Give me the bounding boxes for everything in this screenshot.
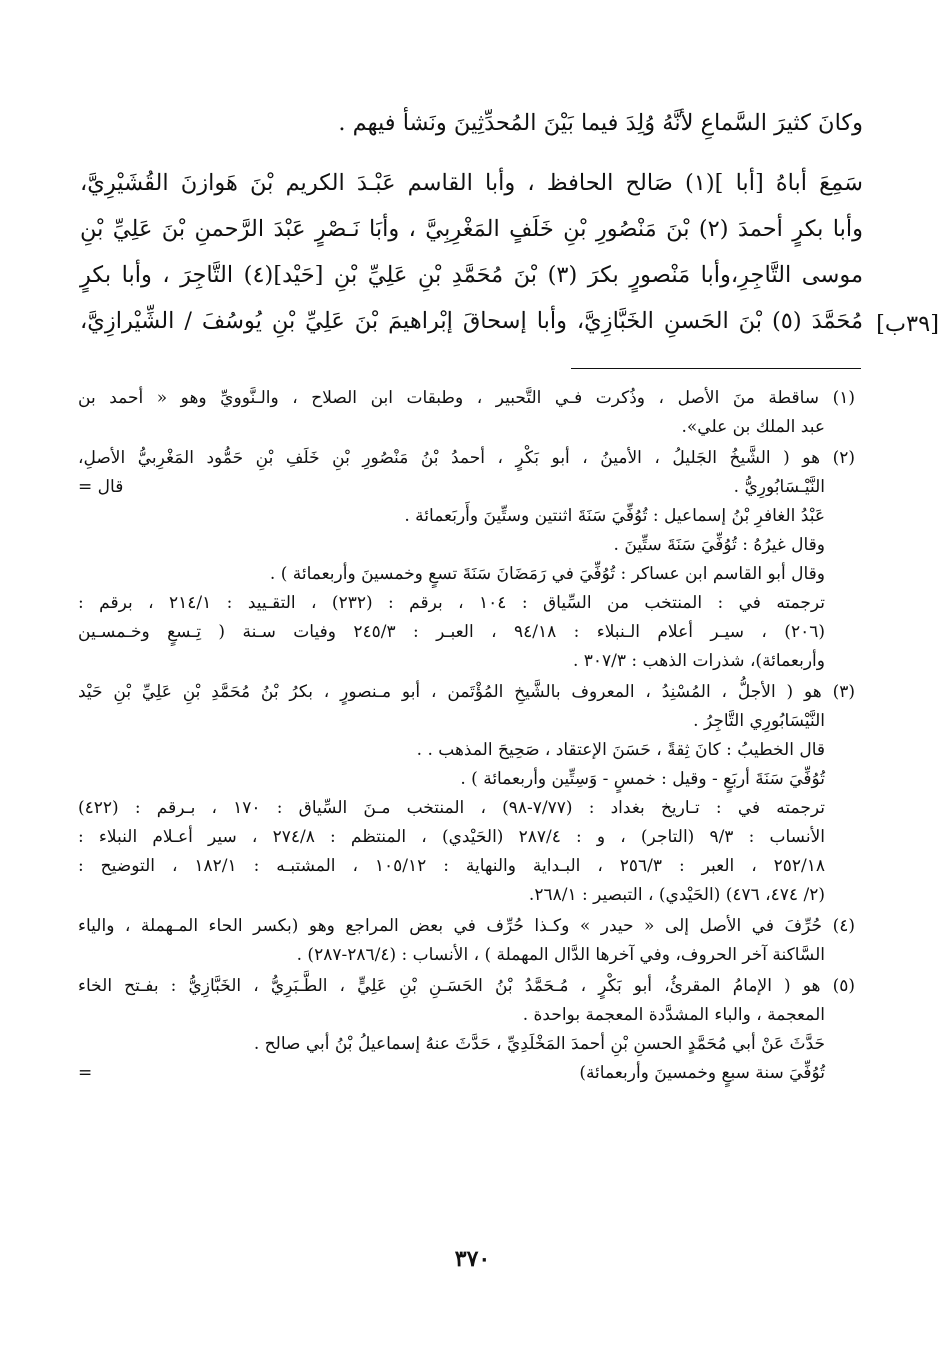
page-number: ٣٧٠ <box>454 1246 491 1272</box>
footnote-4 <box>78 912 855 970</box>
footnote-line: عَبْدُ الغافرِ بْنُ إسماعيل : تُوُفِّيَ سَنَةَ اثنتين وستِّينَ وأَربَعمائة . <box>404 506 825 526</box>
main-text-line: مُحَمَّدَ (٥) بْنَ الحَسنِ الخَبَّازِيَّ، وأبا إسحاقَ إبْراهيمَ بْنَ عَلِيِّ بْنِ يُوسُفَ / الشِّيْرازِيَّ، <box>80 308 863 334</box>
footnote-line: (٢) هو ( الشَّيخُ الجَليلُ ، الأمينُ ، أبو بَكْرٍ ، أحمدُ بْنُ مَنْصُورِ بْنِ خَلَفِ بْنِ حَمُّود المَغْرِبيُّ الأصلِ، <box>78 448 855 468</box>
footnote-line: (٣) هو ( الأجلُّ ، المُسْنِدُ ، المعروف بالشَّيخِ المُؤْتَمن ، أبو مـنصورٍ ، بكرُ بْنُ مُحَمَّدِ بْنِ عَلِيِّ بْنِ حَيْد <box>78 682 855 702</box>
footnote-line: ترجمته في : تـاريخ بغداد : (٧/٧٧-٩٨) ، المنتخب مـنَ السِّياق : ١٧٠ ، بـرقم : (٤٢٢) <box>78 798 825 818</box>
footnote-line: وأربعمائة)، شذرات الذهب : ٣٠٧/٣ . <box>572 651 825 671</box>
footnote-line: (١) ساقطة منَ الأصل ، وذُكرت فـي التَّحبير ، وطبقات ابن الصلاح ، والـنَّوويِّ وهو « أحمد بن <box>78 388 855 408</box>
manuscript-folio-reference: [٣٩ب] <box>876 311 939 337</box>
footnote-line: تُوُفِّيَ سَنَةَ أربَعٍ - وقيل : خمسٍ - وَسِتِّين وأربعمائة ) . <box>460 769 825 789</box>
footnote-line: النَّيْـسَابُورِيُّ . <box>733 477 825 497</box>
footnote-line: وقال أبو القاسم ابن عساكر : تُوُفِّيَ في رَمَضَانَ سَنَةَ تسعٍ وخمسينَ وأربعمائة ) . <box>269 564 825 584</box>
footnote-separator <box>571 368 861 369</box>
continuation-mark: = <box>78 1063 93 1083</box>
main-text-line: موسى التَّاجِرِ،وأبا مَنْصورٍ بكرَ (٣) بْنَ مُحَمَّدِ بْنِ عَلِيِّ بْنِ [حَيْد](٤) التَّاجِرَ ، وأبا بكرٍ <box>80 262 864 288</box>
footnote-line: (٢/ ٤٧٤، ٤٧٦) (الحَيْدي) ، التبصير : ٢٦٨/١. <box>528 885 825 905</box>
main-text-line: سَمِعَ أباهُ [أبا ](١) صَالح الحافظ ، وأبا القاسم عَبْـدَ الكريم بْنَ هَوازنَ القُشَيْرِيَّ، <box>80 170 863 196</box>
footnote-line: تُوُفِّيَ سنة سبعٍ وخمسينَ وأربعمائة) <box>579 1063 825 1083</box>
footnote-line: المعجمة ، والباء المشدَّدة المعجمة بواحدة . <box>522 1005 825 1025</box>
main-text-line: وأبا بكرٍ أحمدَ (٢) بْنَ مَنْصُورِ بْنِ خَلَفٍ المَغْرِبِيَّ ، وأبَا نَـصْرٍ عَبْدَ الرَّحمنِ بْنَ عَلِيِّ بْنِ <box>80 216 863 242</box>
footnote-line: (٥) هو ( الإمامُ المقرئُ، أبو بَكْرٍ ، مُـحَمَّدُ بْنُ الحَسَـنِ بْنِ عَلِيٍّ ، الطَّـبَرِيُّ ، الخَبَّازِيُّ : بفـتح الخاء <box>78 976 855 996</box>
footnote-line: وقال غيرُهُ : تُوُفِّيَ سَنَةَ ستِّينَ . <box>613 535 825 555</box>
footnote-3 <box>78 678 855 910</box>
footnote-5 <box>78 972 855 1088</box>
footnote-line: (٢٠٦) ، سيـر أعلام الـنبلاء : ٩٤/١٨ ، العبـر : ٢٤٥/٣ وفيات سـنة ( تِـسعٍ وخـمسـين <box>78 622 825 642</box>
footnotes-block <box>78 384 855 1088</box>
footnote-line: (٤) حُرِّفَ في الأصل إلى « حيدر » وكـذا حُرِّف في بعض المراجع وهو (بكسر الحاء المـهملة ، والياء <box>78 916 855 936</box>
main-text-block <box>80 100 863 344</box>
footnote-line: حَدَّثَ عَنْ أبي مُحَمَّدٍ الحسنِ بْنِ أحمدَ المَخْلَدِيِّ ، حَدَّثَ عنهُ إسماعيلُ بْنُ أبي صالح . <box>253 1034 825 1054</box>
footnote-line: عبد الملك بن علي». <box>681 417 825 437</box>
footnote-1 <box>78 384 855 442</box>
footnote-line: السَّاكنة آخر الحروف، وفي آخرها الدَّال المهملة ) ، الأنساب : (٢٨٦/٤-٢٨٧) . <box>296 945 825 965</box>
footnote-2 <box>78 444 855 676</box>
footnote-line: الأنساب : ٩/٣ (التاجر) ، و : ٢٨٧/٤ (الحَيْدي) ، المنتظم : ٢٧٤/٨ ، سير أعـلام النبلاء : <box>78 827 825 847</box>
main-text-line: وكانَ كثيرَ السَّماعِ لأنَّهُ وُلِدَ فيما بَيْنَ المُحدِّثِينَ ونَشأ فيهم . <box>338 110 863 136</box>
footnote-line: النَّيْسَابُورِي التَّاجِرُ . <box>693 711 825 731</box>
footnote-line: قال الخطيبُ : كانَ ثِقةً ، حَسَنَ الإعتقاد ، صَحِيحَ المذهب . . <box>416 740 825 760</box>
footnote-line: ترجمته في : المنتخب من السِّياق : ١٠٤ ، برقم : (٢٣٢) ، التقـييد : ٢١٤/١ ، برقم : <box>78 593 826 613</box>
continuation-mark: = قال <box>78 477 124 497</box>
footnote-line: ٢٥٢/١٨ ، العبر : ٢٥٦/٣ ، البـداية والنهاية : ١٠٥/١٢ ، المشتبـه : ١٨٢/١ ، التوضيح : <box>78 856 826 876</box>
